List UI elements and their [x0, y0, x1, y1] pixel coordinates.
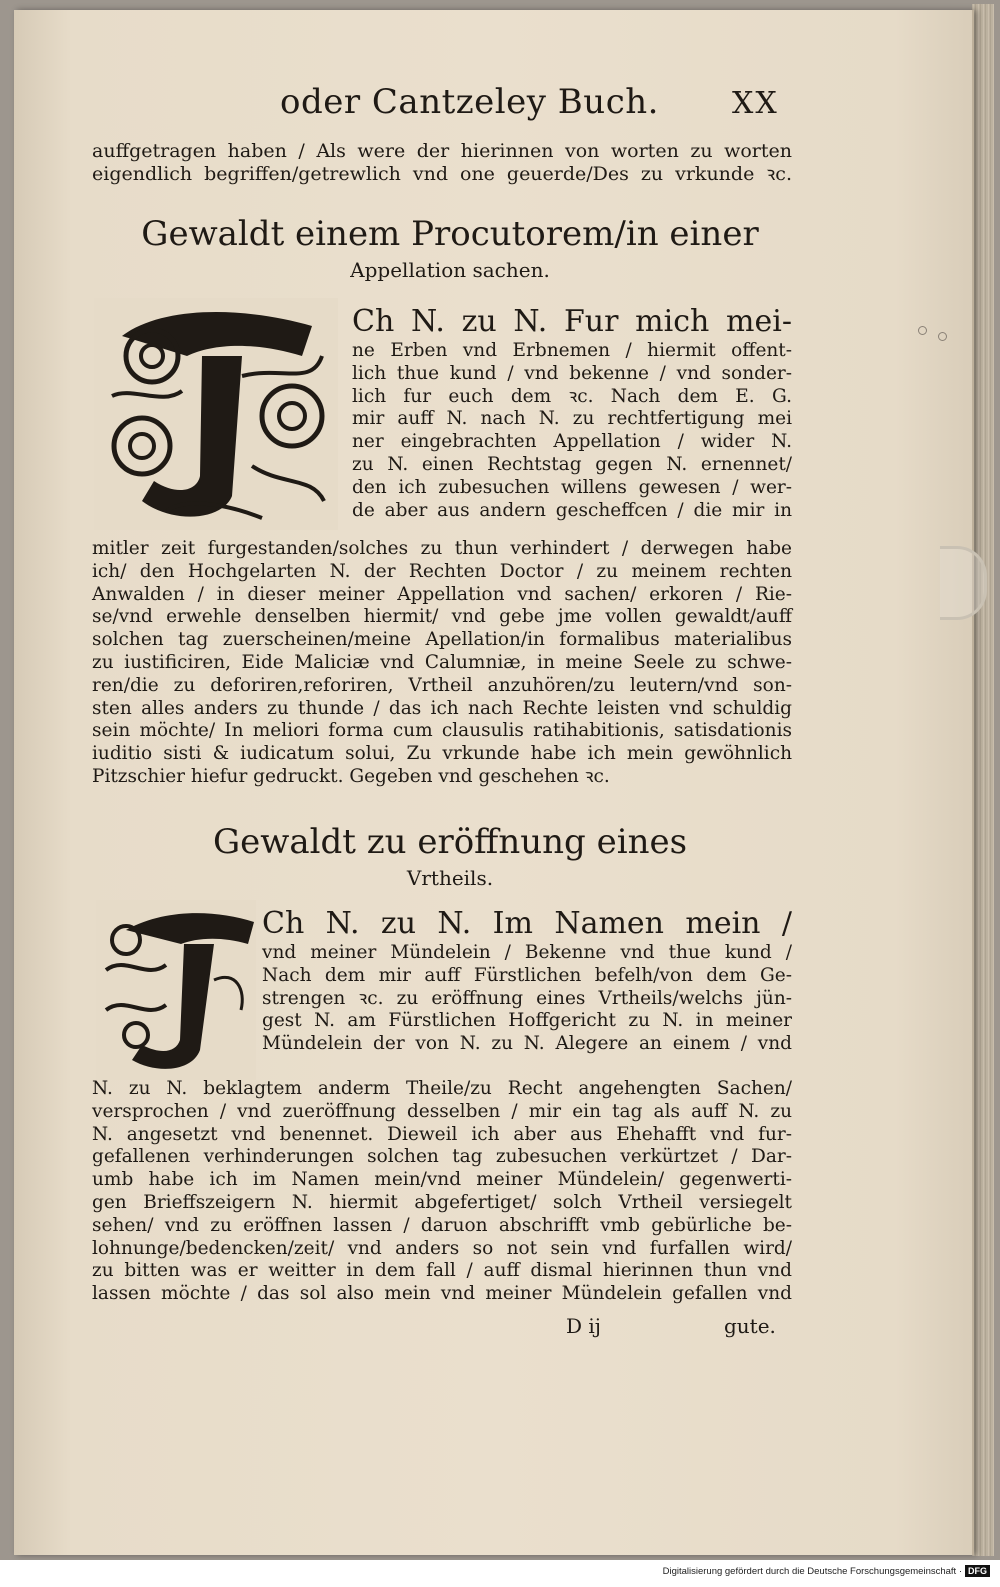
- opening-initial-lines: [262, 906, 792, 1056]
- text-line: sten alles anders zu thunde / das ich nach Rechte leisten vnd schuldig: [92, 697, 792, 719]
- text-line: lassen möchte / das sol also mein vnd meiner Mündelein gefallen vnd: [92, 1283, 792, 1305]
- binding-hole: [938, 332, 947, 341]
- text-line: de aber aus andern gescheffcen / die mir in: [352, 499, 792, 521]
- signature-mark: D ij: [566, 1314, 601, 1338]
- dfg-logo: DFG: [965, 1565, 990, 1577]
- digitization-credit: [590, 1565, 990, 1577]
- text-line: iuditio sisti & iudicatum solui, Zu vrkunde habe ich mein gewöhnlich: [92, 743, 792, 765]
- text-line: zu bitten was er weitter in dem fall / auff dismal hierinnen thun vnd: [92, 1260, 792, 1282]
- decorated-initial-i: [92, 296, 340, 532]
- procurator-initial-lines: [352, 304, 792, 522]
- text-line: N. zu N. beklagtem anderm Theile/zu Recht angehengten Sachen/: [92, 1078, 792, 1099]
- text-line: gen Brieffszeigern N. hiermit abgefertiget/ solch Vrtheil versiegelt: [92, 1191, 792, 1213]
- text-line: sehen/ vnd zu eröffnen lassen / daruon abschrifft vmb gebürliche be-: [92, 1214, 792, 1236]
- text-line: umb habe ich im Namen mein/vnd meiner Mündelein/ gegenwerti-: [92, 1169, 792, 1191]
- text-line: mir auff N. nach N. zu rechtfertigung mei: [352, 408, 792, 430]
- text-line: den ich zubesuchen willens gewesen / wer-: [352, 476, 792, 498]
- binding-hole: [918, 326, 927, 335]
- text-line: gefallenen verhinderungen solchen tag zubesuchen verkürtzet / Dar-: [92, 1146, 792, 1168]
- text-line: mitler zeit furgestanden/solches zu thun verhindert / derwegen habe: [92, 538, 792, 559]
- text-line: ne Erben vnd Erbnemen / hiermit offent-: [352, 340, 792, 361]
- bookmark-clip: [940, 546, 987, 620]
- opening-line: Ch N. zu N. Fur mich mei-: [352, 304, 792, 339]
- text-line: ner eingebrachten Appellation / wider N.: [352, 431, 792, 453]
- page-edge: [972, 4, 994, 1556]
- folio-number: XX: [732, 86, 779, 121]
- decorated-initial-i-second: [96, 900, 256, 1080]
- text-line: zu N. einen Rechtstag gegen N. ernennet/: [352, 453, 792, 475]
- text-line: strengen ꝛc. zu eröffnung eines Vrtheils/welchs jün-: [262, 987, 792, 1009]
- intro-text: [92, 140, 792, 186]
- text-line: ren/die zu deforiren,reforiren, Vrtheil anzuhören/zu leutern/vnd son-: [92, 674, 792, 696]
- text-line: ich/ den Hochgelarten N. der Rechten Doctor / zu meinem rechten: [92, 560, 792, 582]
- text-line: Nach dem mir auff Fürstlichen befelh/von dem Ge-: [262, 964, 792, 986]
- opening-line: Ch N. zu N. Im Namen mein /: [262, 906, 792, 941]
- text-line: lich thue kund / vnd bekenne / vnd sonder-: [352, 362, 792, 384]
- text-line: versprochen / vnd zueröffnung desselben / mir ein tag als auff N. zu: [92, 1100, 792, 1122]
- text-line: gest N. am Fürstlichen Hoffgericht zu N. in meiner: [262, 1010, 792, 1032]
- text-line: auffgetragen haben / Als were der hierinnen von worten zu worten: [92, 140, 792, 162]
- section-subheading-judgment: Vrtheils.: [406, 866, 494, 890]
- text-line: lohnunge/bedencken/zeit/ vnd anders so not sein vnd furfallen wird/: [92, 1237, 792, 1259]
- text-line: N. angesetzt vnd benennet. Dieweil ich aber aus Ehehafft vnd fur-: [92, 1123, 792, 1145]
- text-line: lich fur euch dem ꝛc. Nach dem E. G.: [352, 385, 792, 407]
- text-line: zu iustificiren, Eide Maliciæ vnd Calumniæ, in meine Seele zu schwe-: [92, 651, 792, 673]
- running-title: oder Cantzeley Buch.: [280, 82, 659, 122]
- credit-text: Digitalisierung gefördert durch die Deutsche Forschungsgemeinschaft ·: [662, 1566, 962, 1577]
- section-heading-opening: Gewaldt zu eröffnung eines: [212, 822, 688, 862]
- text-line: Mündelein der von N. zu N. Alegere an einem / vnd: [262, 1033, 792, 1055]
- catchword: gute.: [724, 1314, 776, 1338]
- procurator-body: [92, 538, 792, 789]
- text-line: solchen tag zuerscheinen/meine Apellation/in formalibus materialibus: [92, 629, 792, 651]
- section-subheading-appellation: Appellation sachen.: [350, 258, 550, 282]
- section-heading-procurator: Gewaldt einem Procutorem/in einer: [141, 214, 759, 254]
- opening-body: [92, 1078, 792, 1306]
- text-line: sein möchte/ In meliori forma cum clausulis ratihabitionis, satisdationis: [92, 720, 792, 742]
- text-line: Anwalden / in dieser meiner Appellation vnd sachen/ erkoren / Rie-: [92, 583, 792, 605]
- text-line: vnd meiner Mündelein / Bekenne vnd thue kund /: [262, 942, 792, 963]
- text-line: eigendlich begriffen/getrewlich vnd one geuerde/Des zu vrkunde ꝛc.: [92, 163, 792, 185]
- text-line: se/vnd erwehle denselben hiermit/ vnd gebe jme vollen gewaldt/auff: [92, 606, 792, 628]
- text-line: Pitzschier hiefur gedruckt. Gegeben vnd geschehen ꝛc.: [92, 765, 610, 787]
